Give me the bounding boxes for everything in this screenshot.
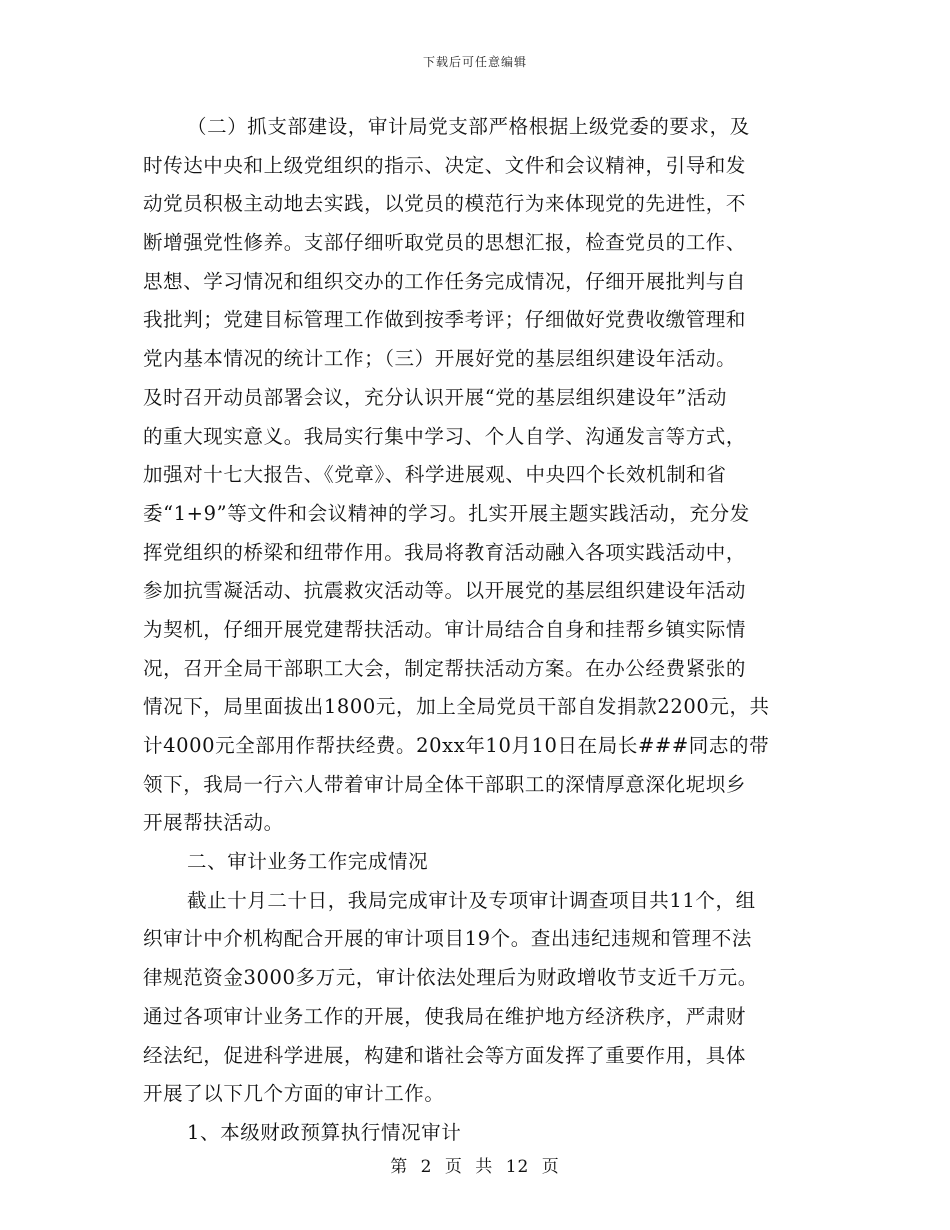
paragraph-line: 及时召开动员部署会议，充分认识开展“党的基层组织建设年”活动 [143, 385, 727, 409]
paragraph-line: 我批判；党建目标管理工作做到按季考评；仔细做好党费收缴管理和 [143, 308, 747, 332]
paragraph-line: 加强对十七大报告、《党章》、科学进展观、中央四个长效机制和省 [143, 463, 727, 487]
paragraph-line: 断增强党性修养。支部仔细听取党员的思想汇报，检查党员的工作、 [143, 231, 747, 255]
paragraph-line: 通过各项审计业务工作的开展，使我局在维护地方经济秩序，严肃财 [143, 1004, 747, 1028]
paragraph-line: 动党员积极主动地去实践，以党员的模范行为来体现党的先进性，不 [143, 192, 747, 216]
paragraph-line: 截止十月二十日，我局完成审计及专项审计调查项目共11个，组 [187, 888, 756, 912]
paragraph-line: 思想、学习情况和组织交办的工作任务完成情况，仔细开展批判与自 [143, 269, 747, 293]
footer-ye: 页 [444, 1157, 463, 1177]
paragraph-line: 况，召开全局干部职工大会，制定帮扶活动方案。在办公经费紧张的 [143, 656, 747, 680]
paragraph-line: 参加抗雪凝活动、抗震救灾活动等。以开展党的基层组织建设年活动 [143, 579, 747, 603]
subsection-heading: 1、本级财政预算执行情况审计 [187, 1120, 462, 1144]
page-footer [0, 1152, 950, 1177]
paragraph-line: （二）抓支部建设，审计局党支部严格根据上级党委的要求，及 [187, 115, 750, 138]
paragraph-line: 情况下，局里面拔出1800元，加上全局党员干部自发捐款2200元，共 [143, 695, 770, 719]
paragraph-line: 委“1+9”等文件和会议精神的学习。扎实开展主题实践活动，充分发 [143, 501, 750, 525]
paragraph-line: 开展了以下几个方面的审计工作。 [143, 1082, 445, 1106]
footer-gong: 共 [475, 1157, 494, 1177]
paragraph-line: 领下，我局一行六人带着审计局全体干部职工的深情厚意深化坭坝乡 [143, 772, 747, 796]
paragraph-line: 开展帮扶活动。 [143, 811, 284, 835]
paragraph-line: 挥党组织的桥梁和纽带作用。我局将教育活动融入各项实践活动中， [143, 540, 747, 564]
paragraph-line: 律规范资金3000多万元，审计依法处理后为财政增收节支近千万元。 [143, 966, 758, 990]
footer-page-number: 2 [420, 1157, 433, 1177]
paragraph-line: 织审计中介机构配合开展的审计项目19个。查出违纪违规和管理不法 [143, 927, 752, 951]
paragraph-line: 时传达中央和上级党组织的指示、决定、文件和会议精神，引导和发 [143, 153, 747, 177]
document-body [143, 108, 803, 1153]
page-header-note: 下载后可任意编辑 [422, 55, 527, 69]
paragraph-line: 经法纪，促进科学进展，构建和谐社会等方面发挥了重要作用，具体 [143, 1043, 747, 1067]
paragraph-line: 党内基本情况的统计工作；（三）开展好党的基层组织建设年活动。 [143, 347, 737, 371]
footer-di: 第 [390, 1157, 409, 1177]
section-heading: 二、审计业务工作完成情况 [187, 850, 429, 874]
paragraph-line: 为契机，仔细开展党建帮扶活动。审计局结合自身和挂帮乡镇实际情 [143, 617, 747, 641]
paragraph-line: 的重大现实意义。我局实行集中学习、个人自学、沟通发言等方式， [143, 424, 747, 448]
footer-total-pages: 12 [505, 1157, 530, 1177]
footer-ye-end: 页 [541, 1157, 560, 1177]
paragraph-line: 计4000元全部用作帮扶经费。20xx年10月10日在局长###同志的带 [143, 734, 770, 757]
